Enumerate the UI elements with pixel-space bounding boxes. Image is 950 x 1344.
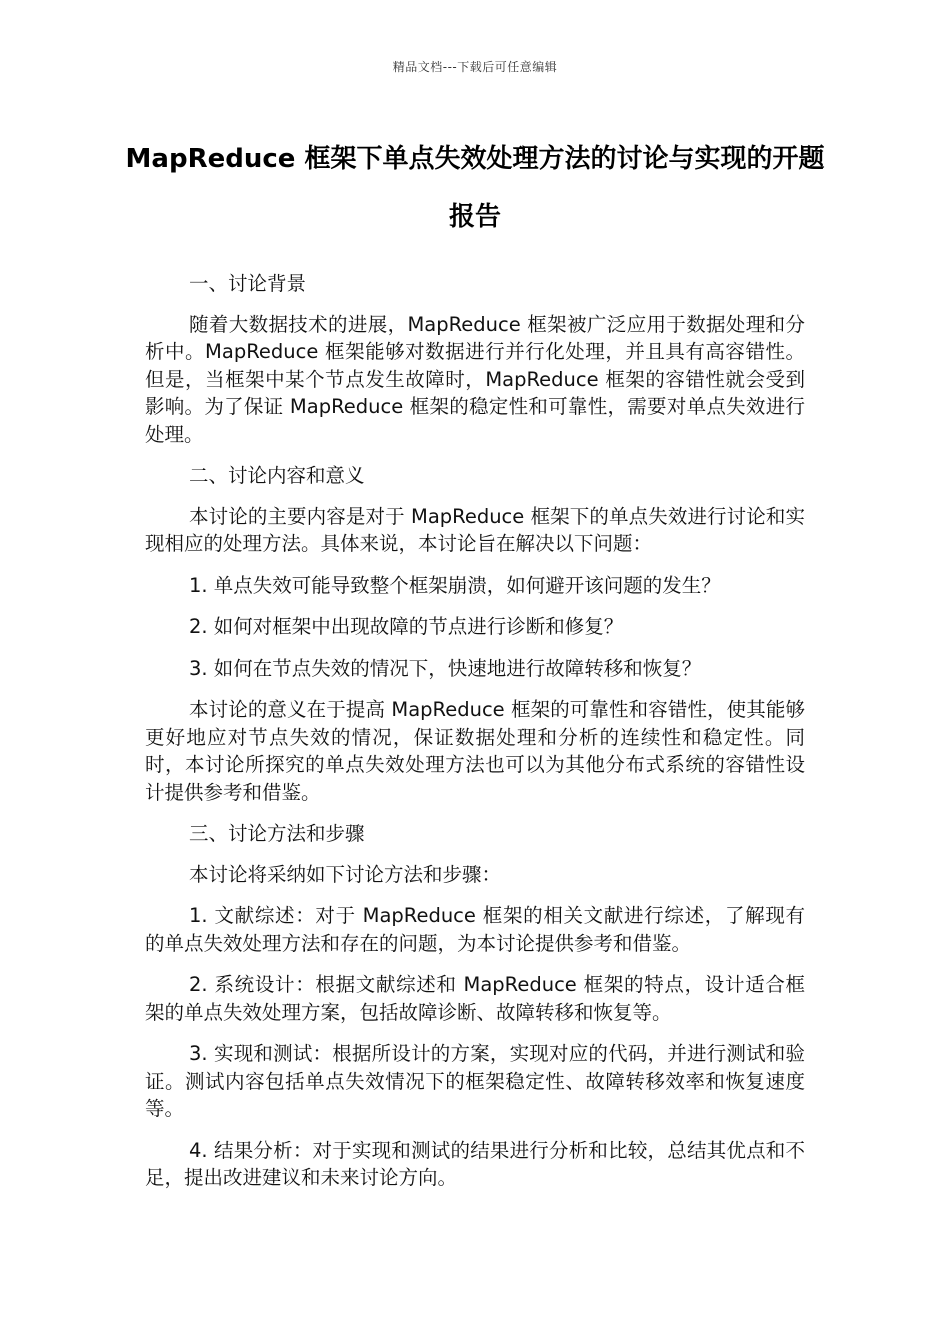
section-heading-background: 一、讨论背景: [189, 272, 307, 295]
question-item-1: 1. 单点失效可能导致整个框架崩溃，如何避开该问题的发生？: [189, 573, 721, 597]
document-body: [145, 270, 805, 1206]
question-item-2: 2. 如何对框架中出现故障的节点进行诊断和修复？: [189, 615, 624, 638]
step-item-3: 3. 实现和测试：根据所设计的方案，实现对应的代码，并进行测试和验证。测试内容包括单点失效情况下的框架稳定性、故障转移效率和恢复速度等。: [145, 1042, 805, 1120]
step-item-1: 1. 文献综述：对于 MapReduce 框架的相关文献进行综述，了解现有的单点失效处理方法和存在的问题，为本讨论提供参考和借鉴。: [145, 904, 805, 955]
step-item-4: 4. 结果分析：对于实现和测试的结果进行分析和比较，总结其优点和不足，提出改进建议和未来讨论方向。: [145, 1138, 805, 1189]
document-title: MapReduce 框架下单点失效处理方法的讨论与实现的开题报告: [125, 144, 825, 232]
section-heading-methods: 三、讨论方法和步骤: [189, 822, 365, 845]
section-heading-content: 二、讨论内容和意义: [189, 464, 365, 487]
paragraph-significance: 本讨论的意义在于提高 MapReduce 框架的可靠性和容错性，使其能够更好地应对节点失效的情况，保证数据处理和分析的连续性和稳定性。同时，本讨论所探究的单点失效处理方法也可以为其他分布式系统的容错性设计提供参考和借鉴。: [145, 698, 805, 804]
question-item-3: 3. 如何在节点失效的情况下，快速地进行故障转移和恢复？: [189, 656, 702, 680]
paragraph-methods-intro: 本讨论将采纳如下讨论方法和步骤：: [189, 862, 502, 886]
header-note: 精品文档---下载后可任意编辑: [392, 60, 558, 74]
paragraph-content-intro: 本讨论的主要内容是对于 MapReduce 框架下的单点失效进行讨论和实现相应的处理方法。具体来说，本讨论旨在解决以下问题：: [145, 504, 805, 555]
step-item-2: 2. 系统设计：根据文献综述和 MapReduce 框架的特点，设计适合框架的单点失效处理方案，包括故障诊断、故障转移和恢复等。: [145, 973, 805, 1024]
paragraph-background: 随着大数据技术的进展，MapReduce 框架被广泛应用于数据处理和分析中。MapReduce 框架能够对数据进行并行化处理，并且具有高容错性。但是，当框架中某个节点发生故障时，MapReduce 框架的容错性就会受到影响。为了保证 MapReduce 框架的稳定性和可靠性，需要对单点失效进行处理。: [145, 312, 805, 446]
